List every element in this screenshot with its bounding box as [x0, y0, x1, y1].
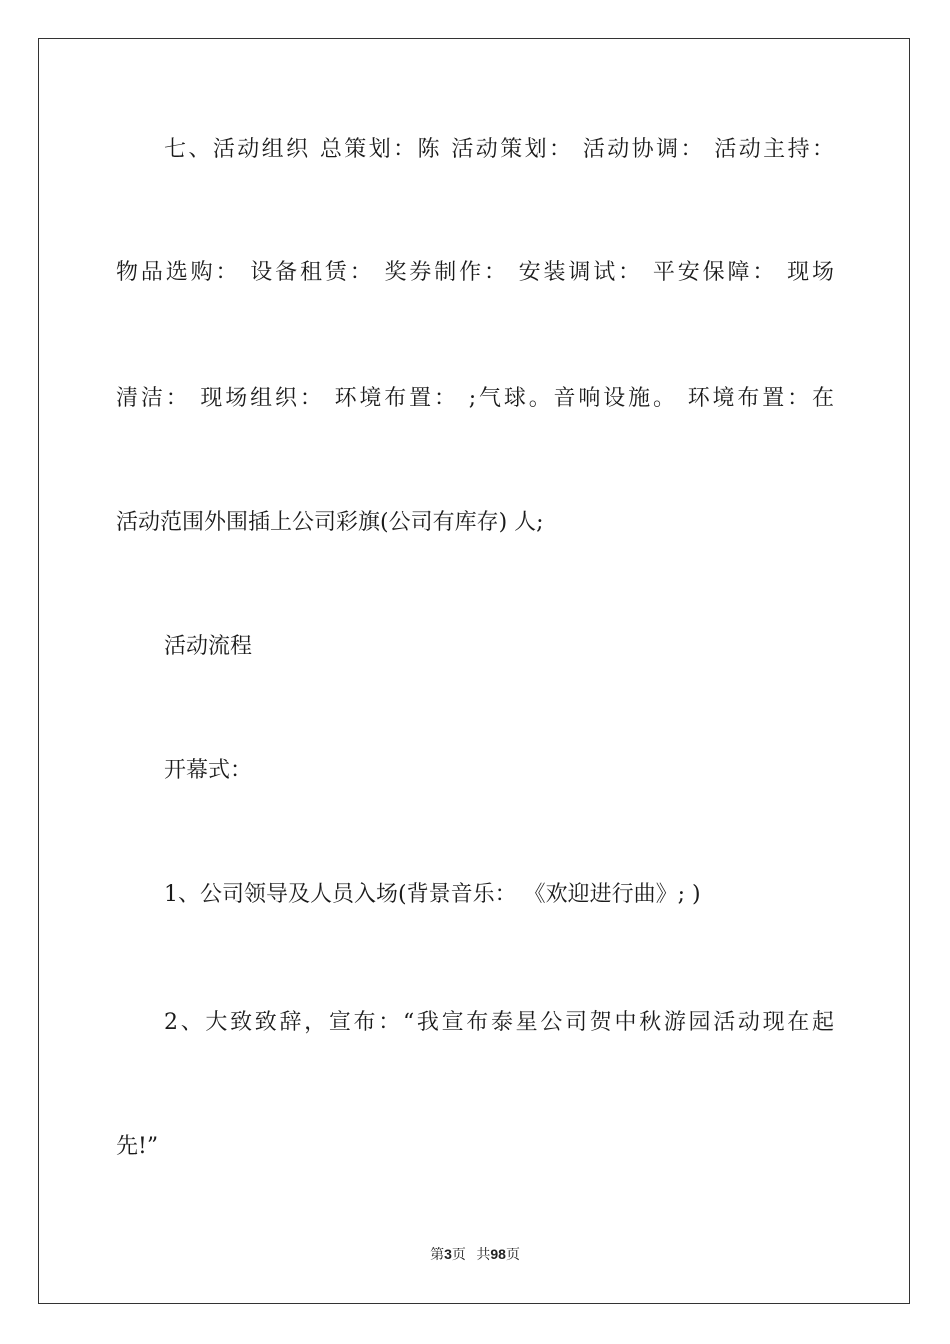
section-heading-opening: 开幕式： [164, 758, 253, 783]
section-heading-activity-flow: 活动流程 [164, 634, 253, 659]
footer-total-pages: 98 [490, 1246, 506, 1262]
list-item-2: 2、大致致辞，宣布：“我宣布泰星公司贺中秋游园活动现在起 [164, 1010, 834, 1035]
paragraph-line-2: 物品选购： 设备租赁： 奖券制作： 安装调试： 平安保障： 现场 [116, 260, 834, 285]
footer-page-suffix: 页 [451, 1248, 466, 1263]
paragraph-line-3: 清洁： 现场组织： 环境布置： ;气球。音响设施。 环境布置：在 [116, 386, 834, 411]
footer-prefix: 第 [430, 1248, 445, 1263]
paragraph-line-4: 活动范围外围插上公司彩旗(公司有库存) 人; [116, 510, 544, 535]
page-footer [0, 1244, 950, 1266]
page-border [38, 38, 910, 1304]
footer-total-suffix: 页 [505, 1248, 520, 1263]
paragraph-line-1: 七、活动组织 总策划：陈 活动策划： 活动协调： 活动主持： [164, 137, 834, 162]
footer-total-prefix: 共 [476, 1248, 491, 1263]
list-item-1: 1、公司领导及人员入场(背景音乐： 《欢迎进行曲》; ) [164, 882, 701, 907]
footer-current-page: 3 [444, 1246, 452, 1262]
list-item-2-continuation: 先!” [116, 1134, 159, 1159]
